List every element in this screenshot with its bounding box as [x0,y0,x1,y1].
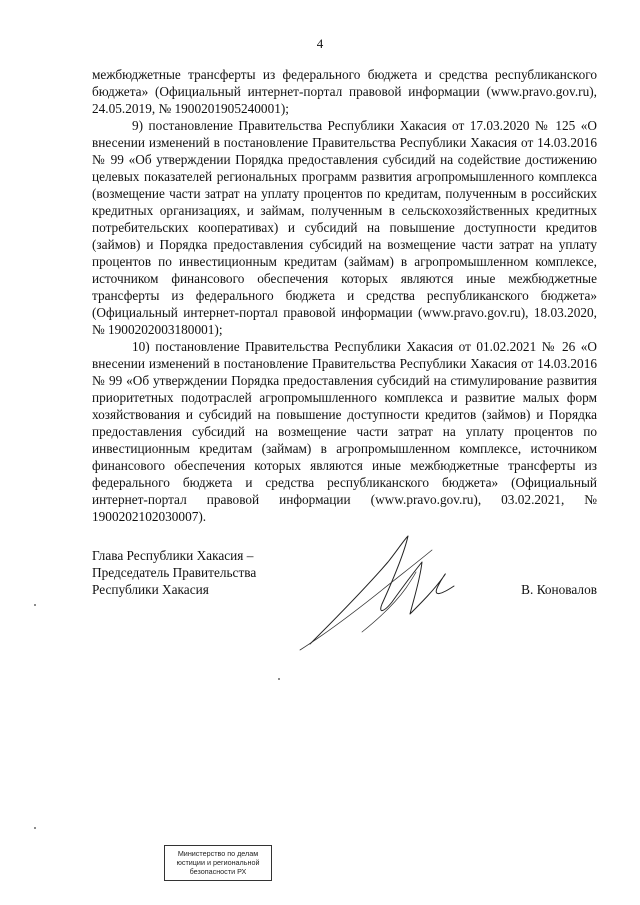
paragraph-item-9: 9) постановление Правительства Республики Хакасия от 17.03.2020 № 125 «О внесении изменений в постановление Правительства Республики Хакасия от 14.03.2016 № 99 «Об утверждении Порядка предоставления субсидий на содействие достижению целевых показателей региональных программ развития агропромышленного комплекса (возмещение части затрат на уплату процентов по кредитам, полученным в российских кредитных организациях, и займам, полученным в сельскохозяйственных кредитных потребительских кооперативах) и субсидий на повышение доступности кредитов (займов) и Порядка предоставления субсидий на возмещение части затрат на уплату процентов по инвестиционным кредитам (займам) в агропромышленном комплексе, источником финансового обеспечения которых являются иные межбюджетные трансферты из федерального бюджета и средства республиканского бюджета» (Официальный интернет-портал правовой информации (www.pravo.gov.ru), 18.03.2020, № 1900202003180001); [92,118,597,337]
stamp-line: юстиции и региональной [176,858,260,867]
handwritten-signature [292,532,482,652]
signatory-title-line: Республики Хакасия [92,582,209,597]
registration-stamp [164,845,272,881]
body-text [92,66,597,525]
scan-speck [34,604,36,606]
signature-block [92,547,597,627]
page-number: 4 [316,36,324,51]
signatory-title-line: Председатель Правительства [92,565,257,580]
scan-speck [278,678,280,680]
signatory-name: В. Коновалов [521,582,597,597]
paragraph-item-10: 10) постановление Правительства Республики Хакасия от 01.02.2021 № 26 «О внесении изменений в постановление Правительства Республики Хакасия от 14.03.2016 № 99 «Об утверждении Порядка предоставления субсидий на стимулирование развития приоритетных подотраслей агропромышленного комплекса и развитие малых форм хозяйствования и субсидий на повышение доступности кредитов (займов) и Порядка предоставления субсидий на возмещение части затрат на уплату процентов по инвестиционным кредитам (займам) в агропромышленном комплексе, источником финансового обеспечения которых являются иные межбюджетные трансферты из федерального бюджета и средства республиканского бюджета» (Официальный интернет-портал правовой информации (www.pravo.gov.ru), 03.02.2021, № 1900202102030007). [92,339,597,524]
paragraph-continuation: межбюджетные трансферты из федерального бюджета и средства республиканского бюджета» (Официальный интернет-портал правовой информации (www.pravo.gov.ru), 24.05.2019, № 1900201905240001); [92,67,597,116]
scan-speck [34,827,36,829]
signatory-title [92,547,312,598]
signatory-title-line: Глава Республики Хакасия – [92,548,254,563]
stamp-line: Министерство по делам [177,849,259,858]
stamp-line: безопасности РХ [189,867,247,876]
